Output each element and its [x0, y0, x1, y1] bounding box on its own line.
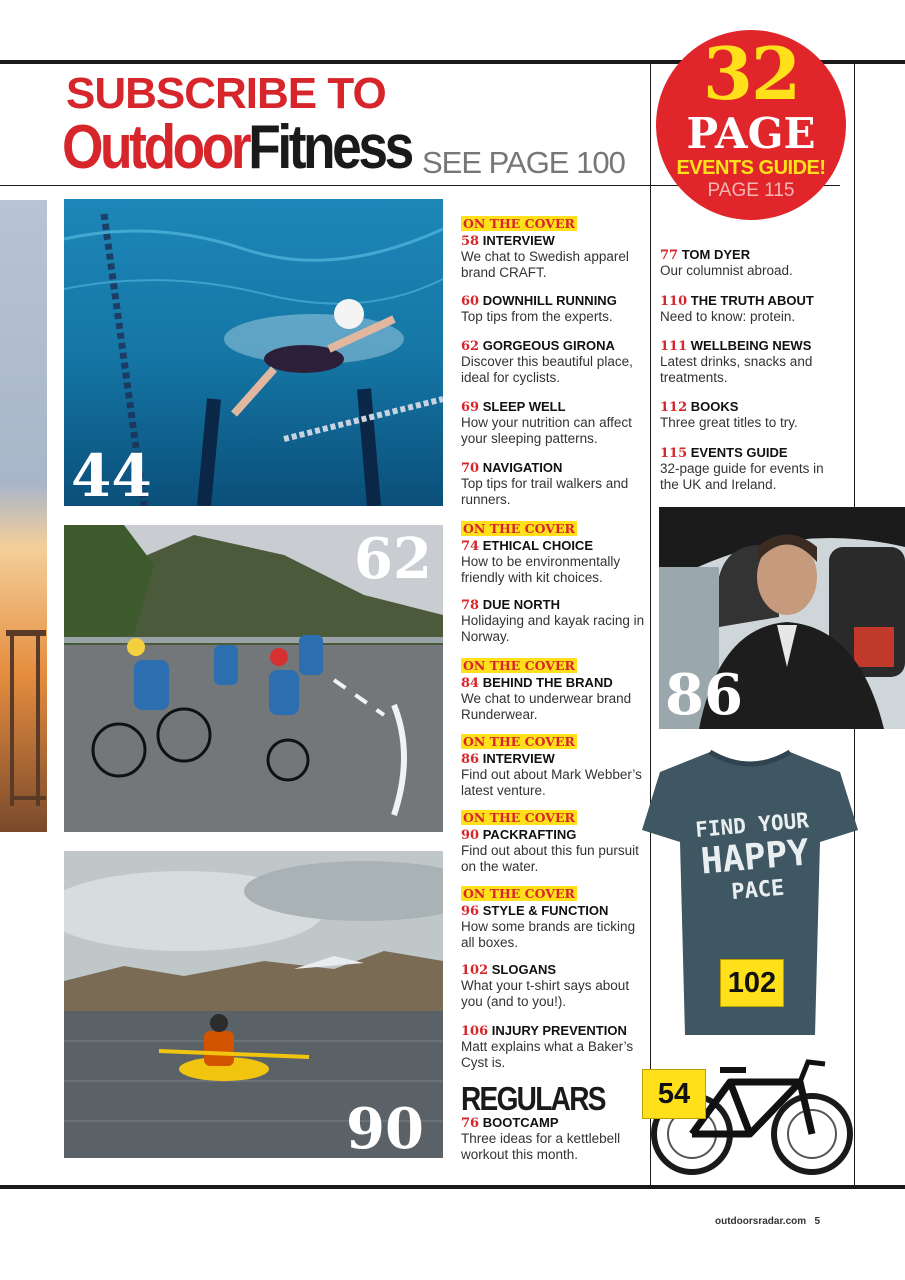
item-page: 70	[461, 461, 480, 476]
contents-item-115[interactable]	[660, 445, 845, 492]
tshirt-slogan	[691, 807, 819, 909]
tshirt-page-number: 102	[720, 959, 784, 1007]
swimmer-photo[interactable]	[64, 199, 443, 506]
item-title: STYLE & FUNCTION	[482, 903, 609, 918]
contents-item-84[interactable]	[461, 657, 646, 722]
driver-photo[interactable]	[659, 507, 905, 729]
item-desc: How some brands are ticking all boxes.	[461, 919, 636, 950]
bike-page-number: 54	[642, 1069, 706, 1119]
item-desc: Our columnist abroad.	[660, 263, 793, 278]
contents-item-106[interactable]	[461, 1023, 646, 1070]
packraft-photo[interactable]	[64, 851, 443, 1158]
bottom-rule	[0, 1185, 905, 1189]
item-desc: How your nutrition can affect your sleeping patterns.	[461, 415, 632, 446]
item-title: BOOTCAMP	[482, 1115, 559, 1130]
contents-item-74[interactable]	[461, 520, 646, 585]
contents-item-111[interactable]	[660, 338, 845, 385]
item-title: ETHICAL CHOICE	[482, 538, 593, 553]
item-desc: Discover this beautiful place, ideal for cyclists.	[461, 354, 633, 385]
item-desc: Latest drinks, snacks and treatments.	[660, 354, 813, 385]
item-title: DOWNHILL RUNNING	[482, 293, 617, 308]
item-desc: Matt explains what a Baker’s Cyst is.	[461, 1039, 634, 1070]
item-page: 62	[461, 339, 480, 354]
item-page: 84	[461, 676, 480, 691]
item-desc: What your t-shirt says about you (and to you!).	[461, 978, 630, 1009]
driver-page-number: 86	[665, 662, 743, 728]
badge-page-label: PAGE	[686, 109, 816, 158]
contents-item-96[interactable]	[461, 885, 646, 950]
item-desc: Three ideas for a kettlebell workout this month.	[461, 1131, 621, 1162]
badge-events-label: EVENTS GUIDE!	[676, 157, 826, 179]
contents-item-70[interactable]	[461, 460, 646, 507]
on-the-cover-tag: ON THE COVER	[463, 886, 575, 901]
item-page: 111	[660, 339, 688, 354]
contents-item-110[interactable]	[660, 293, 845, 325]
item-title: THE TRUTH ABOUT	[690, 293, 814, 308]
contents-item-58[interactable]	[461, 215, 646, 280]
kayak-page-number: 90	[346, 1096, 424, 1158]
item-title: WELLBEING NEWS	[690, 338, 812, 353]
item-page: 115	[660, 446, 688, 461]
item-title: BEHIND THE BRAND	[482, 675, 613, 690]
item-desc: Find out about Mark Webber’s latest venture.	[461, 767, 642, 798]
item-title: TOM DYER	[681, 247, 751, 262]
tshirt-line-3: PACE	[730, 875, 786, 906]
contents-item-78[interactable]	[461, 597, 646, 644]
item-page: 102	[461, 963, 489, 978]
item-title: GORGEOUS GIRONA	[482, 338, 615, 353]
item-desc: 32-page guide for events in the UK and Ireland.	[660, 461, 824, 492]
item-page: 60	[461, 294, 480, 309]
cycle-page-number: 62	[354, 526, 432, 592]
item-desc: We chat to underwear brand Runderwear.	[461, 691, 632, 722]
item-page: 96	[461, 904, 480, 919]
tshirt-line-2: HAPPY	[699, 832, 811, 883]
swim-page-number: 44	[71, 442, 152, 506]
item-title: INJURY PREVENTION	[491, 1023, 627, 1038]
see-page-ref: SEE PAGE 100	[422, 145, 625, 180]
item-title: SLOGANS	[491, 962, 557, 977]
item-title: BOOKS	[690, 399, 739, 414]
contents-item-60[interactable]	[461, 293, 646, 325]
item-title: INTERVIEW	[482, 233, 555, 248]
item-page: 78	[461, 598, 480, 613]
item-desc: How to be environmentally friendly with kit choices.	[461, 554, 621, 585]
item-desc: Find out about this fun pursuit on the water.	[461, 843, 639, 874]
item-title: DUE NORTH	[482, 597, 560, 612]
item-title: PACKRAFTING	[482, 827, 577, 842]
on-the-cover-tag: ON THE COVER	[463, 216, 575, 231]
contents-item-90[interactable]	[461, 809, 646, 874]
contents-item-69[interactable]	[461, 399, 646, 446]
page-footer	[715, 1216, 820, 1227]
contents-item-77[interactable]	[660, 247, 845, 279]
item-page: 74	[461, 539, 480, 554]
item-title: NAVIGATION	[482, 460, 563, 475]
item-title: EVENTS GUIDE	[690, 445, 788, 460]
item-page: 90	[461, 828, 480, 843]
brand-outdoor: Outdoor	[62, 113, 249, 182]
item-desc: Three great titles to try.	[660, 415, 798, 430]
badge-page-ref: PAGE 115	[707, 180, 795, 201]
item-page: 58	[461, 234, 480, 249]
brand-fitness: Fitness	[248, 113, 411, 182]
contents-item-102[interactable]	[461, 962, 646, 1009]
tshirt-line-1: FIND YOUR	[694, 808, 810, 843]
badge-number: 32	[702, 31, 800, 116]
on-the-cover-tag: ON THE COVER	[463, 521, 575, 536]
item-desc: Top tips for trail walkers and runners.	[461, 476, 629, 507]
footer-page-number: 5	[814, 1216, 821, 1227]
item-desc: Need to know: protein.	[660, 309, 796, 324]
contents-item-86[interactable]	[461, 733, 646, 798]
item-page: 112	[660, 400, 688, 415]
item-desc: Top tips from the experts.	[461, 309, 613, 324]
on-the-cover-tag: ON THE COVER	[463, 810, 575, 825]
item-page: 76	[461, 1116, 480, 1131]
contents-item-76[interactable]	[461, 1115, 646, 1162]
on-the-cover-tag: ON THE COVER	[463, 734, 575, 749]
item-title: SLEEP WELL	[482, 399, 566, 414]
item-desc: Holidaying and kayak racing in Norway.	[461, 613, 645, 644]
left-edge-photo-strip	[0, 200, 47, 832]
item-page: 106	[461, 1024, 489, 1039]
item-page: 69	[461, 400, 480, 415]
item-page: 110	[660, 294, 688, 309]
item-desc: We chat to Swedish apparel brand CRAFT.	[461, 249, 629, 280]
subscribe-heading: SUBSCRIBE TO	[66, 69, 386, 118]
cyclists-photo[interactable]	[64, 525, 443, 832]
item-page: 77	[660, 248, 679, 263]
regulars-heading: REGULARS	[461, 1080, 605, 1117]
contents-item-62[interactable]	[461, 338, 646, 385]
magazine-brand[interactable]	[62, 115, 411, 181]
contents-item-112[interactable]	[660, 399, 845, 431]
on-the-cover-tag: ON THE COVER	[463, 658, 575, 673]
item-page: 86	[461, 752, 480, 767]
footer-site[interactable]: outdoorsradar.com	[715, 1216, 807, 1227]
events-guide-badge[interactable]	[656, 30, 846, 220]
item-title: INTERVIEW	[482, 751, 555, 766]
